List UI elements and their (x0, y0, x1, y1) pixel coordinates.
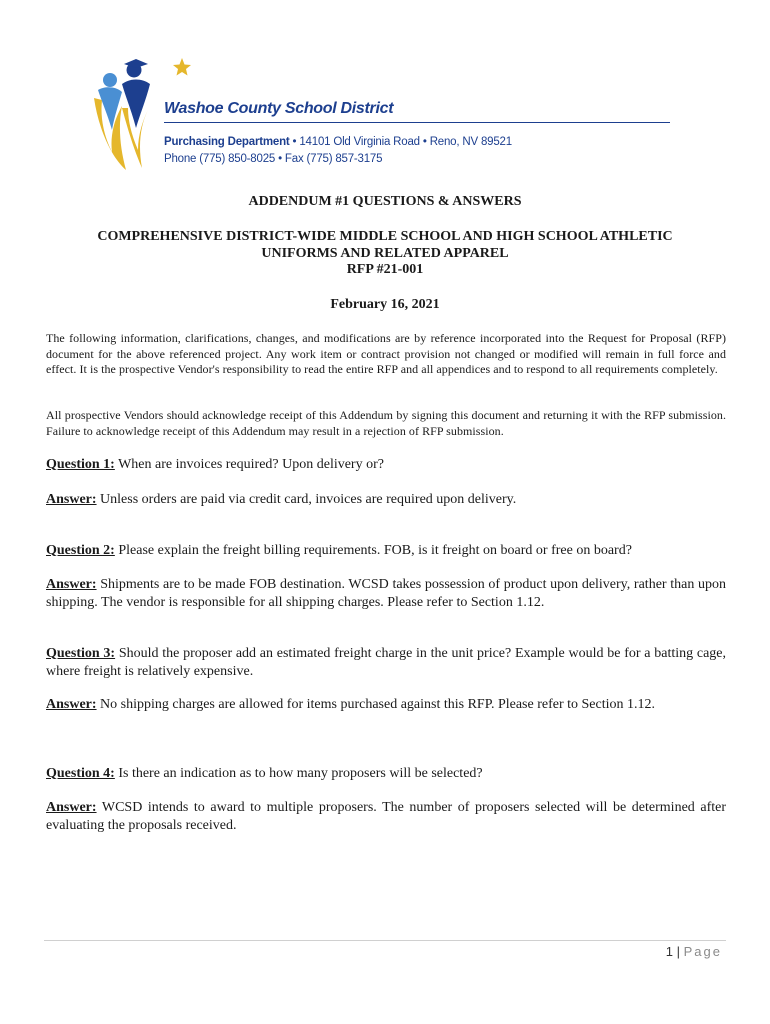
answer-text: WCSD intends to award to multiple proposers. The number of proposers selected will be determined after evaluating the proposals received. (46, 800, 726, 833)
page-number (560, 944, 722, 959)
document-date: February 16, 2021 (330, 297, 440, 312)
answer-text: Unless orders are paid via credit card, invoices are required upon delivery. (96, 492, 517, 507)
fax-number: Fax (775) 857-3175 (284, 153, 383, 165)
answer-3 (46, 696, 726, 714)
org-name: Washoe County School District (164, 100, 394, 117)
footer-rule (44, 940, 726, 941)
street-address: 14101 Old Virginia Road (299, 136, 420, 148)
addendum-title: ADDENDUM #1 QUESTIONS & ANSWERS (248, 194, 522, 209)
contact-line (164, 153, 382, 165)
separator-dot: • (292, 136, 297, 148)
question-2 (46, 542, 726, 560)
answer-label: Answer: (46, 492, 97, 507)
separator-dot: • (278, 153, 282, 165)
city-state-zip: Reno, NV 89521 (429, 136, 512, 148)
answer-4 (46, 799, 726, 835)
phone-number: Phone (775) 850-8025 (164, 153, 276, 165)
separator-dot: • (422, 136, 427, 148)
dept-name: Purchasing Department (164, 136, 290, 148)
rfp-number: RFP #21-001 (346, 262, 424, 277)
answer-text: No shipping charges are allowed for items purchased against this RFP. Please refer to Section 1.12. (96, 697, 656, 712)
intro-paragraph-1: The following information, clarifications, changes, and modifications are by reference incorporated into the Request for Proposal (RFP) document for the above referenced project. Any work item or contract provision not changed or modified will remain in full force and effect. It is the prospective Vendor's responsibility to read the entire RFP and all appendices and to respond to all requirements completely. (46, 331, 726, 376)
question-4 (46, 765, 726, 783)
answer-label: Answer: (46, 577, 97, 592)
question-1 (46, 456, 726, 474)
question-3 (46, 645, 726, 681)
page-number-value: 1 (665, 944, 673, 959)
dept-address-line (164, 136, 512, 148)
page-word: Page (683, 944, 722, 959)
answer-text: Shipments are to be made FOB destination. WCSD takes possession of product upon delivery, rather than upon shipping. The vendor is responsible for all shipping charges. Please refer to Section 1.12. (46, 577, 726, 610)
question-text: Is there an indication as to how many proposers will be selected? (114, 766, 483, 781)
question-label: Question 4: (46, 766, 115, 781)
answer-1 (46, 491, 726, 509)
letterhead (88, 56, 678, 174)
question-text: When are invoices required? Upon delivery or? (114, 457, 384, 472)
page-separator: | (676, 944, 680, 959)
question-label: Question 1: (46, 457, 115, 472)
letterhead-rule (164, 122, 670, 123)
answer-2 (46, 576, 726, 612)
question-text: Please explain the freight billing requirements. FOB, is it freight on board or free on board? (114, 543, 632, 558)
project-title-line-1: COMPREHENSIVE DISTRICT-WIDE MIDDLE SCHOOL AND HIGH SCHOOL ATHLETIC (97, 229, 673, 244)
question-label: Question 2: (46, 543, 115, 558)
intro-paragraph-2: All prospective Vendors should acknowledge receipt of this Addendum by signing this document and returning it with the RFP submission. Failure to acknowledge receipt of this Addendum may result in a rejection of RFP submission. (46, 408, 726, 438)
answer-label: Answer: (46, 800, 97, 815)
question-label: Question 3: (46, 646, 116, 661)
project-title-line-2: UNIFORMS AND RELATED APPAREL (261, 245, 509, 261)
question-text: Should the proposer add an estimated freight charge in the unit price? Example would be for a batting cage, where freight is relatively expensive. (46, 646, 726, 679)
answer-label: Answer: (46, 697, 97, 712)
project-title (40, 229, 730, 279)
